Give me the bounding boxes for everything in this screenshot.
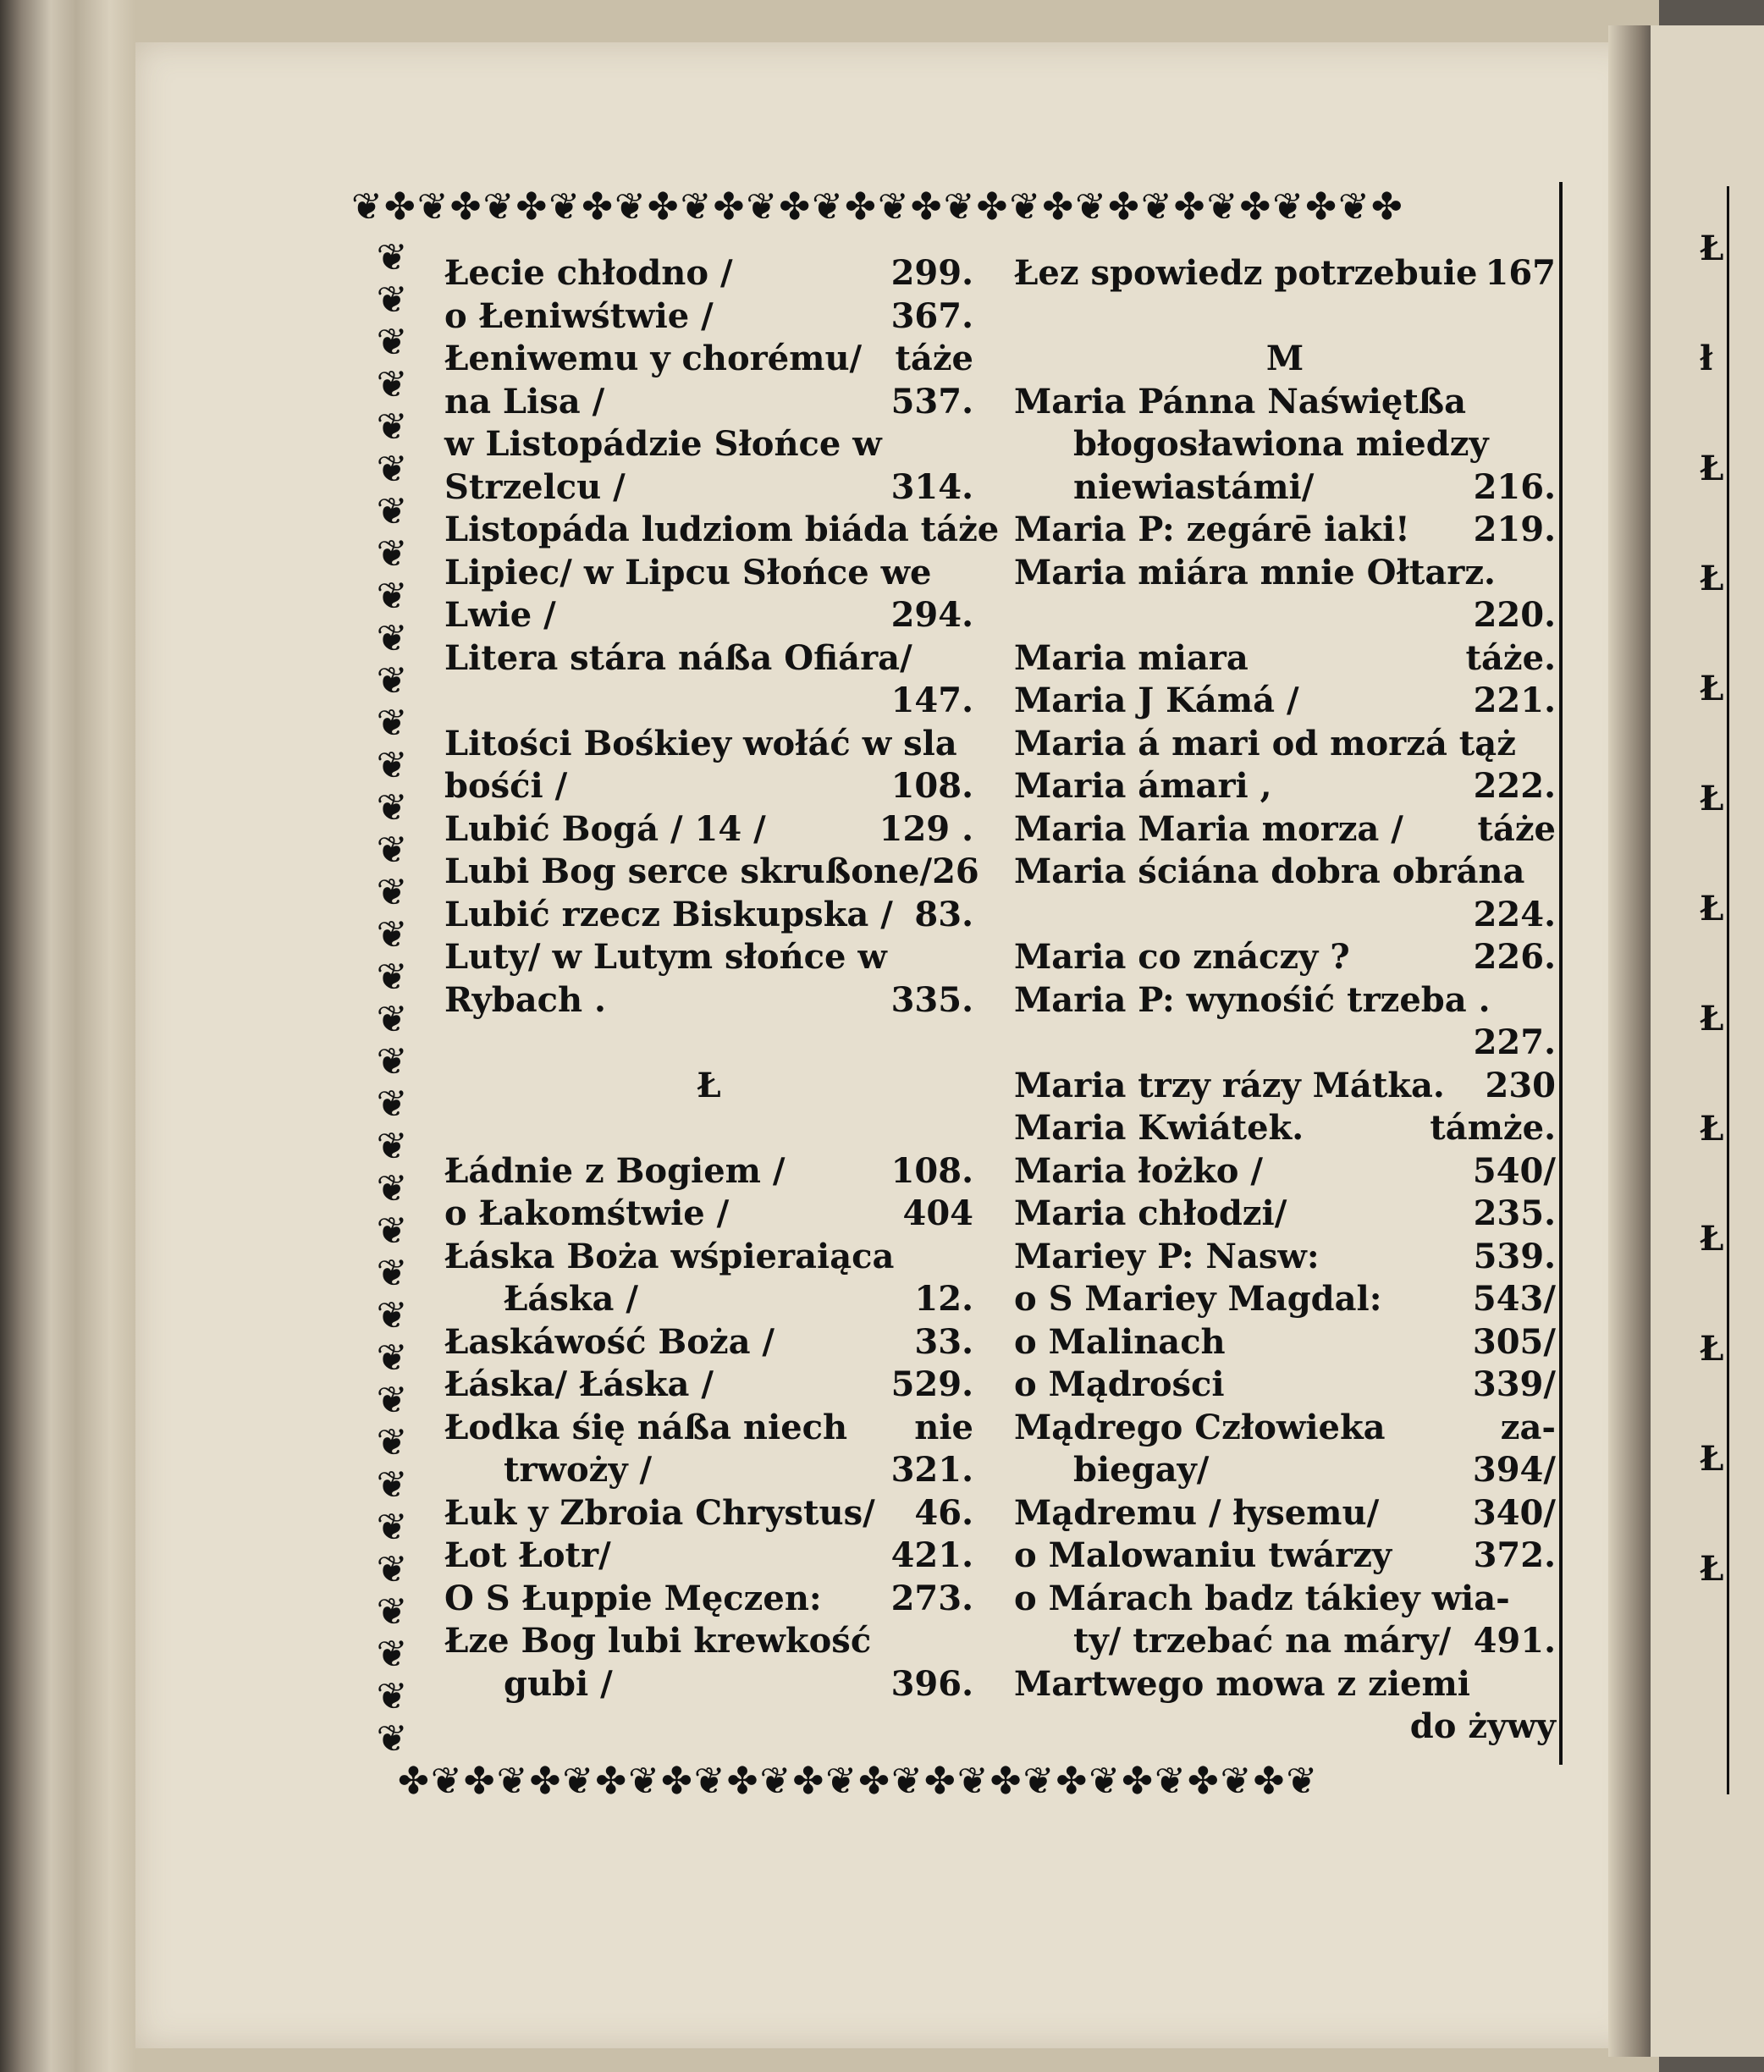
index-entry: [1014, 1535, 1556, 1578]
index-entry: [1014, 423, 1556, 466]
index-column-left: [444, 252, 1000, 1706]
ornament-glyph: ❦: [376, 1167, 408, 1210]
entry-text: niewiastámi/: [1073, 466, 1315, 507]
entry-text: w Listopádzie Słońce w: [444, 424, 882, 464]
index-entry: [1014, 1449, 1556, 1492]
ornament-glyph: ❦: [376, 659, 408, 703]
entry-page-number: 220.: [1473, 595, 1556, 635]
entry-text: Łodka śię náßa niech: [444, 1407, 848, 1447]
index-entry: [1014, 1321, 1556, 1364]
entry-text: Lubić rzecz Biskupska /: [444, 894, 893, 934]
index-entry: [444, 723, 973, 766]
entry-page-number: 294.: [890, 595, 973, 635]
index-entry: [1014, 765, 1556, 808]
entry-page-number: nie: [914, 1407, 973, 1447]
facing-page-edge: [1651, 25, 1764, 2057]
entry-page-number: 108.: [890, 1150, 973, 1191]
ornament-glyph: ❦: [376, 1125, 408, 1168]
index-entry: [444, 509, 1000, 552]
entry-page-number: 222.: [1473, 766, 1556, 806]
entry-page-number: táże.: [1465, 637, 1556, 678]
index-entry: [1014, 723, 1556, 766]
index-entry: [444, 979, 973, 1022]
index-entry: [444, 252, 973, 295]
ornament-glyph: ❦: [376, 829, 408, 872]
entry-page-number: 543/: [1472, 1279, 1556, 1319]
ornament-glyph: ❦: [376, 1083, 408, 1126]
facing-page-fragment: Ł: [1700, 669, 1724, 708]
entry-text: Maria á mari od morzá tąż: [1014, 723, 1516, 763]
entry-page-number: 221.: [1473, 681, 1556, 720]
index-entry: [444, 295, 973, 339]
index-entry: [1014, 381, 1556, 424]
ornament-glyph: ❦: [376, 1506, 408, 1549]
index-entry: [444, 1663, 973, 1706]
facing-page-fragment: Ł: [1700, 1329, 1724, 1369]
ornament-glyph: ❦: [376, 1294, 408, 1337]
top-ornament-band: ❦✤❦✤❦✤❦✤❦✤❦✤❦✤❦✤❦✤❦✤❦✤❦✤❦✤❦✤❦✤❦✤: [351, 185, 1404, 229]
ornament-glyph: ❦: [376, 913, 408, 956]
entry-page-number: 396.: [890, 1663, 973, 1704]
index-entry: [1014, 894, 1556, 937]
entry-text: błogosławiona miedzy: [1073, 424, 1489, 464]
entry-page-number: 226.: [1473, 937, 1556, 977]
entry-page-number: za-: [1500, 1407, 1556, 1447]
ornament-glyph: ❦: [376, 998, 408, 1041]
entry-text: Łze Bog lubi krewkość: [444, 1621, 872, 1661]
index-entry: [1014, 1065, 1556, 1108]
index-entry: [1014, 936, 1556, 979]
ornament-glyph: ❦: [376, 1252, 408, 1295]
ornament-glyph: ❦: [376, 363, 408, 406]
ornament-glyph: ❦: [376, 1040, 408, 1083]
entry-page-number: 335.: [890, 979, 973, 1020]
index-letter-heading: [444, 1065, 973, 1108]
index-entry: [444, 338, 973, 381]
entry-text: Lipiec/ w Lipcu Słońce we: [444, 552, 932, 592]
entry-text: ty/ trzebać na máry/: [1073, 1621, 1452, 1661]
index-entry: [1014, 1022, 1556, 1065]
ornament-glyph: ❦: [376, 1633, 408, 1676]
ornament-glyph: ❦: [376, 956, 408, 999]
facing-page-fragment: Ł: [1700, 1439, 1724, 1479]
entry-text: Rybach .: [444, 979, 606, 1020]
index-entry: [444, 1578, 973, 1621]
ornament-glyph: ❦: [376, 1421, 408, 1464]
index-entry: [1014, 552, 1556, 595]
ornament-glyph: ❦: [376, 532, 408, 576]
index-entry: [1014, 1620, 1556, 1663]
facing-page-fragment: Ł: [1700, 779, 1724, 818]
entry-text: Lubić Bogá / 14 /: [444, 808, 766, 849]
index-entry: [444, 1407, 973, 1450]
entry-text: Luty/ w Lutym słońce w: [444, 937, 887, 977]
left-ornament-band: [354, 237, 430, 1761]
index-entry: [444, 851, 979, 894]
entry-text: Martwego mowa z ziemi: [1014, 1663, 1471, 1704]
entry-page-number: 83.: [914, 894, 973, 934]
entry-page-number: 167: [1485, 253, 1556, 293]
entry-text: Maria ściána dobra obrána: [1014, 851, 1525, 891]
entry-page-number: táże: [1477, 808, 1556, 849]
entry-page-number: 46.: [914, 1492, 973, 1533]
entry-page-number: 224.: [1473, 894, 1556, 934]
index-entry: [444, 1535, 973, 1578]
entry-text: trwoży /: [504, 1450, 653, 1490]
ornament-glyph: ❦: [376, 405, 408, 449]
ornament-glyph: ❦: [376, 1717, 408, 1761]
ornament-glyph: ❦: [376, 871, 408, 914]
facing-page-fragment: ł: [1700, 339, 1713, 378]
ornament-glyph: ❦: [376, 278, 408, 322]
entry-page-number: 491.: [1473, 1621, 1556, 1661]
index-entry: [1014, 466, 1556, 510]
entry-page-number: 421.: [890, 1535, 973, 1575]
entry-page-number: 273.: [890, 1578, 973, 1618]
entry-text: o Malinach: [1014, 1321, 1226, 1362]
index-entry: [444, 680, 973, 723]
facing-page-fragment: Ł: [1700, 559, 1724, 598]
entry-text: Maria chłodzi/: [1014, 1193, 1287, 1233]
index-entry: [1014, 637, 1556, 681]
facing-page-fragment: Ł: [1700, 1109, 1724, 1149]
index-entry: [1014, 594, 1556, 637]
ornament-glyph: ❦: [376, 786, 408, 829]
entry-text: Łáska /: [504, 1279, 639, 1319]
index-entry: [444, 552, 973, 595]
index-entry: [1014, 979, 1556, 1022]
entry-text: Maria trzy rázy Mátka.: [1014, 1065, 1445, 1105]
entry-page-number: 404: [902, 1193, 973, 1233]
entry-text: Mądremu / łysemu/: [1014, 1492, 1380, 1533]
index-entry: [444, 1364, 973, 1407]
index-entry: [444, 1492, 973, 1535]
entry-text: o Łakomśtwie /: [444, 1193, 730, 1233]
entry-text: Listopáda ludziom biáda táże: [444, 510, 1000, 549]
index-entry: [444, 381, 973, 424]
heading-letter: Ł: [697, 1065, 721, 1105]
entry-page-number: 12.: [914, 1279, 973, 1319]
index-entry: [1014, 680, 1556, 723]
entry-text: o Márach badz tákiey wia-: [1014, 1578, 1510, 1618]
index-entry: [1014, 1364, 1556, 1407]
index-entry: [444, 936, 973, 979]
index-entry: [444, 1107, 973, 1150]
entry-text: Maria co znáczy ?: [1014, 937, 1350, 977]
entry-text: Maria miára mnie Ołtarz.: [1014, 552, 1496, 592]
entry-text: Łecie chłodno /: [444, 253, 733, 293]
entry-text: Lubi Bog serce skrußone/: [444, 851, 933, 891]
index-entry: [444, 1150, 973, 1193]
index-entry: [1014, 252, 1556, 295]
ornament-glyph: ❦: [376, 1463, 408, 1507]
index-entry: [1014, 1107, 1556, 1150]
index-entry: [1014, 1407, 1556, 1450]
ornament-glyph: ❦: [376, 702, 408, 745]
entry-page-number: 147.: [890, 681, 973, 720]
entry-page-number: 227.: [1473, 1022, 1556, 1062]
entry-text: Maria łożko /: [1014, 1150, 1264, 1191]
ornament-glyph: ❦: [376, 1675, 408, 1718]
entry-text: Litera stára náßa Ofiára/: [444, 637, 912, 678]
index-entry: [444, 1278, 973, 1321]
index-entry: [1014, 851, 1556, 894]
index-column-right: [1014, 252, 1556, 1749]
entry-text: Maria Maria morza /: [1014, 808, 1403, 849]
entry-text: Strzelcu /: [444, 466, 626, 507]
entry-page-number: 339/: [1472, 1364, 1556, 1404]
index-entry: [1014, 295, 1556, 339]
entry-text: Łeniwemu y chorému/: [444, 339, 863, 378]
entry-page-number: 108.: [890, 766, 973, 806]
entry-page-number: 230: [1485, 1065, 1556, 1105]
index-entry: [444, 1236, 973, 1279]
index-entry: [1014, 509, 1556, 552]
entry-text: Maria miara: [1014, 637, 1249, 678]
entry-page-number: do żywy: [1409, 1706, 1556, 1746]
entry-text: o Malowaniu twárzy: [1014, 1535, 1392, 1575]
bottom-ornament-band: ✤❦✤❦✤❦✤❦✤❦✤❦✤❦✤❦✤❦✤❦✤❦✤❦✤❦✤❦: [398, 1760, 1320, 1803]
entry-text: o Łeniwśtwie /: [444, 295, 714, 336]
entry-text: Maria ámari ,: [1014, 766, 1272, 806]
entry-page-number: 321.: [890, 1450, 973, 1490]
ornament-glyph: ❦: [376, 236, 408, 279]
facing-page-border: [1727, 186, 1729, 1794]
entry-text: Lwie /: [444, 595, 556, 635]
index-entry: [444, 894, 973, 937]
index-entry: [444, 1022, 973, 1065]
entry-page-number: 33.: [914, 1321, 973, 1362]
index-letter-heading: [1014, 338, 1556, 381]
ornament-glyph: ❦: [376, 1379, 408, 1422]
facing-page-fragment: Ł: [1700, 449, 1724, 488]
entry-page-number: 216.: [1473, 466, 1556, 507]
entry-page-number: táże: [895, 339, 973, 378]
entry-page-number: támże.: [1430, 1108, 1556, 1148]
entry-text: Mariey P: Nasw:: [1014, 1236, 1320, 1276]
entry-page-number: 129 .: [879, 808, 973, 849]
entry-text: Maria Kwiátek.: [1014, 1108, 1304, 1148]
entry-page-number: 305/: [1472, 1321, 1556, 1362]
ornament-glyph: ❦: [376, 617, 408, 660]
ornament-glyph: ❦: [376, 744, 408, 787]
index-entry: [1014, 1278, 1556, 1321]
entry-page-number: 540/: [1472, 1150, 1556, 1191]
entry-page-number: 219.: [1473, 510, 1556, 549]
entry-text: Łuk y Zbroia Chrystus/: [444, 1492, 875, 1533]
entry-page-number: 299.: [890, 253, 973, 293]
facing-page-fragment: Ł: [1700, 1219, 1724, 1259]
entry-page-number: 394/: [1472, 1450, 1556, 1490]
entry-text: Maria P: wynośić trzeba .: [1014, 979, 1491, 1020]
facing-page-fragment: Ł: [1700, 999, 1724, 1039]
index-entry: [1014, 1578, 1556, 1621]
ornament-glyph: ❦: [376, 321, 408, 364]
entry-text: Mądrego Człowieka: [1014, 1407, 1386, 1447]
entry-page-number: 529.: [890, 1364, 973, 1404]
entry-text: Łádnie z Bogiem /: [444, 1150, 786, 1191]
right-border-rule: [1559, 182, 1563, 1765]
index-entry: [444, 808, 973, 851]
index-entry: [444, 594, 973, 637]
entry-page-number: 26: [932, 851, 979, 891]
index-entry: [1014, 808, 1556, 851]
index-entry: [444, 1620, 973, 1663]
index-entry: [444, 1193, 973, 1236]
index-entry: [444, 765, 973, 808]
entry-page-number: 367.: [890, 295, 973, 336]
index-entry: [1014, 1150, 1556, 1193]
entry-text: bośći /: [444, 766, 568, 806]
entry-text: Łaskáwość Boża /: [444, 1321, 775, 1362]
ornament-glyph: ❦: [376, 490, 408, 533]
entry-page-number: 235.: [1473, 1193, 1556, 1233]
entry-text: Łáska Boża wśpieraiąca: [444, 1236, 895, 1276]
ornament-glyph: ❦: [376, 1590, 408, 1634]
facing-page-fragment: Ł: [1700, 889, 1724, 929]
index-entry: [444, 637, 973, 681]
index-entry: [1014, 1236, 1556, 1279]
entry-text: Łez spowiedz potrzebuie: [1014, 253, 1478, 293]
entry-page-number: 537.: [890, 381, 973, 422]
facing-page-fragment: Ł: [1700, 1549, 1724, 1589]
entry-page-number: 340/: [1472, 1492, 1556, 1533]
ornament-glyph: ❦: [376, 1210, 408, 1253]
index-entry: [1014, 1193, 1556, 1236]
entry-text: Maria Pánna Naświętßa: [1014, 381, 1467, 422]
entry-text: na Lisa /: [444, 381, 605, 422]
index-entry: [444, 1321, 973, 1364]
entry-page-number: 314.: [890, 466, 973, 507]
entry-text: biegay/: [1073, 1450, 1210, 1490]
ornament-glyph: ❦: [376, 448, 408, 491]
index-entry: [444, 423, 973, 466]
entry-text: gubi /: [504, 1663, 613, 1704]
ornament-glyph: ❦: [376, 575, 408, 618]
entry-text: Łáska/ Łáska /: [444, 1364, 714, 1404]
index-entry: [444, 1449, 973, 1492]
entry-text: o Mądrości: [1014, 1364, 1225, 1404]
index-entry: [1014, 1492, 1556, 1535]
index-entry: [444, 466, 973, 510]
ornament-glyph: ❦: [376, 1336, 408, 1380]
entry-text: o S Mariey Magdal:: [1014, 1279, 1382, 1319]
ornament-glyph: ❦: [376, 1548, 408, 1591]
heading-letter: M: [1265, 339, 1304, 378]
facing-page-fragment: Ł: [1700, 229, 1724, 268]
entry-page-number: 372.: [1473, 1535, 1556, 1575]
entry-text: Maria J Kámá /: [1014, 681, 1299, 720]
entry-text: Łot Łotr/: [444, 1535, 611, 1575]
entry-text: Maria P: zegárē iaki!: [1014, 510, 1410, 549]
index-entry: [1014, 1663, 1556, 1706]
index-entry: [1014, 1706, 1556, 1749]
entry-page-number: 539.: [1473, 1236, 1556, 1276]
entry-text: O S Łuppie Męczen:: [444, 1578, 822, 1618]
entry-text: Litości Bośkiey wołáć w sla: [444, 723, 957, 763]
